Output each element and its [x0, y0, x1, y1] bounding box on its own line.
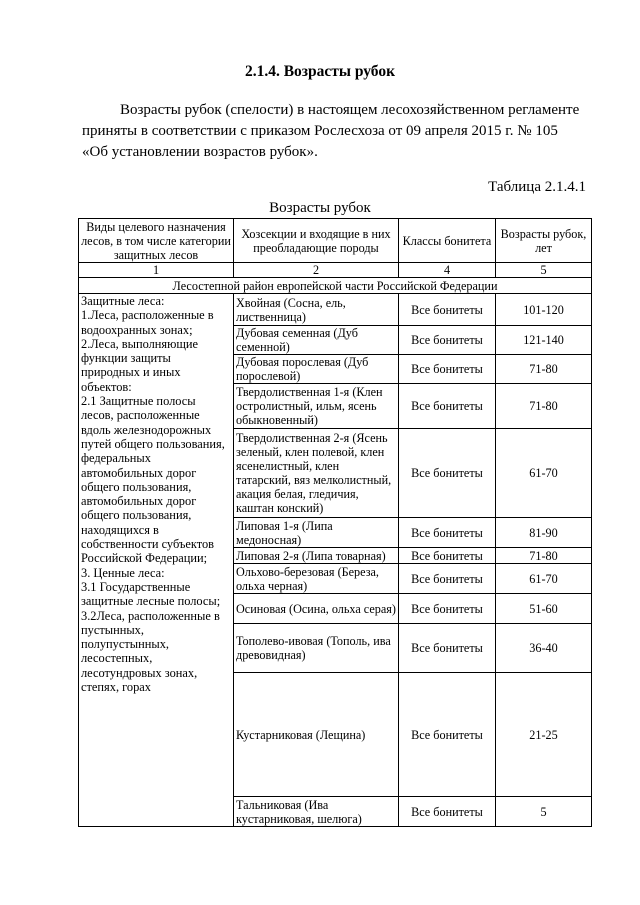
forest-purpose-line: автомобильных дорог [81, 494, 197, 509]
age-cell: 61-70 [496, 564, 592, 594]
species-cell: Дубовая порослевая (Дуб порослевой) [234, 355, 399, 384]
bonitet-cell: Все бонитеты [399, 624, 496, 673]
column-number-row [79, 263, 592, 278]
bonitet-cell: Все бонитеты [399, 518, 496, 548]
forest-purpose-line: находящихся в [81, 522, 159, 537]
bonitet-cell: Все бонитеты [399, 429, 496, 518]
forest-purpose-line: 2.Леса, выполняющие [81, 336, 199, 351]
forest-purpose-line: полупустынных, [81, 637, 169, 652]
forest-purpose-line: защитные лесные полосы; [81, 594, 221, 609]
bonitet-cell: Все бонитеты [399, 384, 496, 429]
column-number: 5 [496, 263, 592, 278]
bonitet-cell: Все бонитеты [399, 548, 496, 564]
species-cell: Хвойная (Сосна, ель, лиственница) [234, 294, 399, 326]
forest-purpose-line: водоохранных зонах; [81, 322, 193, 337]
species-cell: Тальниковая (Ива кустарниковая, шелюга) [234, 797, 399, 827]
bonitet-cell: Все бонитеты [399, 355, 496, 384]
header-age: Возрасты рубок, лет [496, 219, 592, 263]
forest-purpose-line: природных и иных [81, 365, 181, 380]
intro-line: приняты в соответствии с приказом Рослесхоза от 09 апреля 2015 г. № 105 [82, 123, 558, 139]
species-cell: Ольхово-березовая (Береза, ольха черная) [234, 564, 399, 594]
table-label: Таблица 2.1.4.1 [488, 179, 586, 195]
forest-purpose-cell [79, 294, 234, 827]
forest-purpose-line: степях, горах [81, 680, 151, 695]
age-cell: 71-80 [496, 548, 592, 564]
section-title: 2.1.4. Возрасты рубок [244, 63, 396, 80]
region-row [79, 278, 592, 294]
header-row [79, 219, 592, 263]
forest-purpose-line: объектов: [81, 379, 132, 394]
intro-paragraph [82, 100, 590, 163]
age-cell: 5 [496, 797, 592, 827]
bonitet-cell: Все бонитеты [399, 564, 496, 594]
forest-purpose-line: общего пользования, [81, 479, 192, 494]
intro-line: «Об установлении возрастов рубок». [82, 144, 318, 160]
forest-purpose-line: лесов, расположенные [81, 408, 200, 423]
header-species: Хозсекции и входящие в них преобладающие породы [234, 219, 399, 263]
forest-purpose-line: федеральных [81, 451, 151, 466]
forest-purpose-line: 3.1 Государственные [81, 579, 191, 594]
forest-purpose-line: путей общего пользования, [81, 436, 225, 451]
species-cell: Тополево-ивовая (Тополь, ива древовидная) [234, 624, 399, 673]
species-cell: Осиновая (Осина, ольха серая) [234, 594, 399, 624]
table-caption: Возрасты рубок [269, 200, 371, 216]
bonitet-cell: Все бонитеты [399, 594, 496, 624]
age-cell: 71-80 [496, 355, 592, 384]
forest-purpose-line: функции защиты [81, 351, 171, 366]
age-cell: 51-60 [496, 594, 592, 624]
age-cell: 81-90 [496, 518, 592, 548]
forest-purpose-line: общего пользования, [81, 508, 192, 523]
species-cell: Кустарниковая (Лещина) [234, 673, 399, 797]
forest-purpose-line: 3.2Леса, расположенные в [81, 608, 220, 623]
bonitet-cell: Все бонитеты [399, 294, 496, 326]
forest-purpose-line: Российской Федерации; [81, 551, 208, 566]
age-cell: 61-70 [496, 429, 592, 518]
bonitet-cell: Все бонитеты [399, 797, 496, 827]
bonitet-cell: Все бонитеты [399, 326, 496, 355]
header-purpose: Виды целевого назначения лесов, в том числе категории защитных лесов [79, 219, 234, 263]
forest-purpose-line: 2.1 Защитные полосы [81, 394, 196, 409]
region-name: Лесостепной район европейской части Российской Федерации [79, 278, 592, 294]
bonitet-cell: Все бонитеты [399, 673, 496, 797]
age-cell: 21-25 [496, 673, 592, 797]
age-cell: 71-80 [496, 384, 592, 429]
table-row [79, 294, 592, 326]
column-number: 1 [79, 263, 234, 278]
cutting-age-table [78, 218, 592, 827]
species-cell: Липовая 2-я (Липа товарная) [234, 548, 399, 564]
intro-line: Возрасты рубок (спелости) в настоящем лесохозяйственном регламенте [120, 102, 580, 118]
age-cell: 101-120 [496, 294, 592, 326]
forest-purpose-line: лесостепных, [81, 651, 153, 666]
forest-purpose-text [81, 294, 231, 694]
forest-purpose-line: пустынных, [81, 622, 144, 637]
forest-purpose-line: лесотундровых зонах, [81, 665, 198, 680]
age-cell: 121-140 [496, 326, 592, 355]
species-cell: Твердолиственная 2-я (Ясень зеленый, клен полевой, клен ясенелистный, клен татарский, вяз мелколистный, акация белая, гледичия, каштан конский) [234, 429, 399, 518]
forest-purpose-line: Защитные леса: [81, 294, 165, 308]
forest-purpose-line: вдоль железнодорожных [81, 422, 212, 437]
species-cell: Дубовая семенная (Дуб семенной) [234, 326, 399, 355]
forest-purpose-line: 3. Ценные леса: [81, 565, 165, 580]
age-cell: 36-40 [496, 624, 592, 673]
column-number: 4 [399, 263, 496, 278]
forest-purpose-line: 1.Леса, расположенные в [81, 308, 214, 323]
species-cell: Липовая 1-я (Липа медоносная) [234, 518, 399, 548]
forest-purpose-line: автомобильных дорог [81, 465, 197, 480]
forest-purpose-line: собственности субъектов [81, 537, 215, 552]
header-bonitet: Классы бонитета [399, 219, 496, 263]
species-cell: Твердолиственная 1-я (Клен остролистный, ильм, ясень обыкновенный) [234, 384, 399, 429]
column-number: 2 [234, 263, 399, 278]
